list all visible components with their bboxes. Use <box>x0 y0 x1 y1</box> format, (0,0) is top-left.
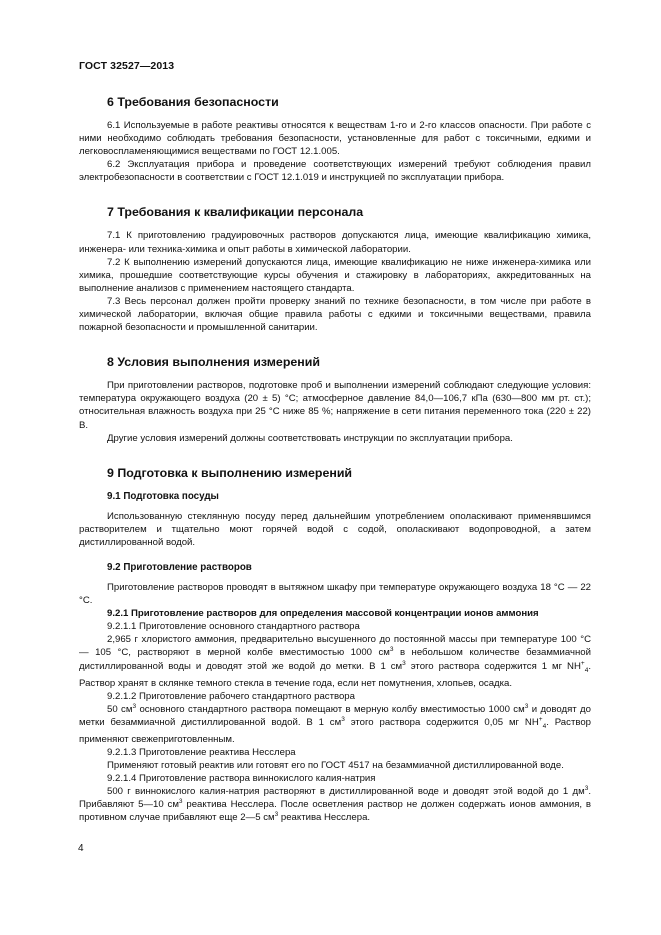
page-number: 4 <box>78 843 84 854</box>
subsection-9-2-1-3-title: 9.2.1.3 Приготовление реактива Несслера <box>107 746 296 758</box>
section-9-title: 9 Подготовка к выполнению измерений <box>107 465 353 480</box>
document-body <box>79 86 591 824</box>
subsection-9-2-1-1-title: 9.2.1.1 Приготовление основного стандартного раствора <box>107 621 360 633</box>
paragraph-9-2-1-1: 2,965 г хлористого аммония, предварительно высушенного до постоянной массы при температуре 100 °С — 105 °С, растворяют в мерной колбе вместимостью 1000 $см^3$ в небольшом количестве безаммиачной дистиллированной воды и доводят этой же водой до метки. В 1 $см^3$ этого раствора содержится 1 мг $NH^+_4$. Раствор хранят в склянке темного стекла в течение года, если нет помутнения, хлопьев, осадка. <box>79 634 592 689</box>
paragraph-9-2: Приготовление растворов проводят в вытяжном шкафу при температуре окружающего воздуха 18 °С — 22 °С. <box>79 581 591 607</box>
section-7-title: 7 Требования к квалификации персонала <box>107 205 364 220</box>
subsection-9-1-title: 9.1 Подготовка посуды <box>107 490 219 502</box>
paragraph-7-2: 7.2 К выполнению измерений допускаются лица, имеющие квалификацию не ниже инженера-химика или химика, прошедшие соответствующие курсы обучения и стажировку в лабораториях, аккредитованных на выполнение анализов с применением настоящего стандарта. <box>79 256 591 294</box>
subsection-9-2-1-title: 9.2.1 Приготовление растворов для определения массовой концентрации ионов аммония <box>107 608 539 620</box>
subsection-9-2-1-4-title: 9.2.1.4 Приготовление раствора виннокислого калия-натрия <box>107 773 376 785</box>
paragraph-6-2: 6.2 Эксплуатация прибора и проведение соответствующих измерений требуют соблюдения правил электробезопасности в соответствии с ГОСТ 12.1.019 и инструкцией по эксплуатации прибора. <box>79 159 591 184</box>
paragraph-6-1: 6.1 Используемые в работе реактивы относятся к веществам 1-го и 2-го классов опасности. При работе с ними необходимо соблюдать требования безопасности, установленные для работ с токсичными, едкими и легковоспламеняющимися веществами по ГОСТ 12.1.005. <box>79 120 591 158</box>
paragraph-9-2-1-2: 50 $см^3$ основного стандартного раствора помещают в мерную колбу вместимостью 1000 $см^3$ и доводят до метки безаммиачной дистиллированной водой. В 1 $см^3$ этого раствора содержится 0,05 мг $NH^+_4$. Раствор применяют свежеприготовленным. <box>79 702 591 745</box>
paragraph-8-1: При приготовлении растворов, подготовке проб и выполнении измерений соблюдают следующие условия: температура окружающего воздуха (20 ± 5) °С; атмосферное давление 84,0—106,7 кПа (630—800 мм рт. ст.); относительная влажность воздуха при 25 °С ниже 85 %; напряжение в сети питания переменного тока (220 ± 22) В. <box>79 380 591 431</box>
section-8-title: 8 Условия выполнения измерений <box>107 355 320 370</box>
section-6-title: 6 Требования безопасности <box>107 95 279 109</box>
document-header: ГОСТ 32527—2013 <box>79 60 175 72</box>
paragraph-7-3: 7.3 Весь персонал должен пройти проверку знаний по технике безопасности, в том числе при работе в химической лаборатории, включая общие правила работы с едкими и токсичными веществами, правила пожарной безопасности и промышленной санитарии. <box>79 295 591 334</box>
subsection-9-2-title: 9.2 Приготовление растворов <box>107 561 252 573</box>
subsection-9-2-1-2-title: 9.2.1.2 Приготовление рабочего стандартного раствора <box>107 690 355 702</box>
paragraph-8-2: Другие условия измерений должны соответствовать инструкции по эксплуатации прибора. <box>107 432 513 444</box>
paragraph-7-1: 7.1 К приготовлению градуировочных растворов допускаются лица, имеющие квалификацию химика, инженера- или техника-химика и опыт работы в химической лаборатории. <box>79 230 591 255</box>
paragraph-9-2-1-4: 500 г виннокислого калия-натрия растворяют в дистиллированной воде и доводят этой водой до 1 $дм^3$. Прибавляют 5—10 $см^3$ реактива Несслера. После осветления раствор не должен содержать ионов аммония, в противном случае прибавляют еще 2—5 $см^3$ реактива Несслера. <box>79 785 591 824</box>
paragraph-9-2-1-3: Применяют готовый реактив или готовят его по ГОСТ 4517 на безаммиачной дистиллированной воде. <box>107 760 564 771</box>
paragraph-9-1: Использованную стеклянную посуду перед дальнейшим употреблением ополаскивают применявшимся растворителем и тщательно моют горячей водой с содой, ополаскивают водопроводной, а затем дистиллированной водой. <box>79 510 591 548</box>
